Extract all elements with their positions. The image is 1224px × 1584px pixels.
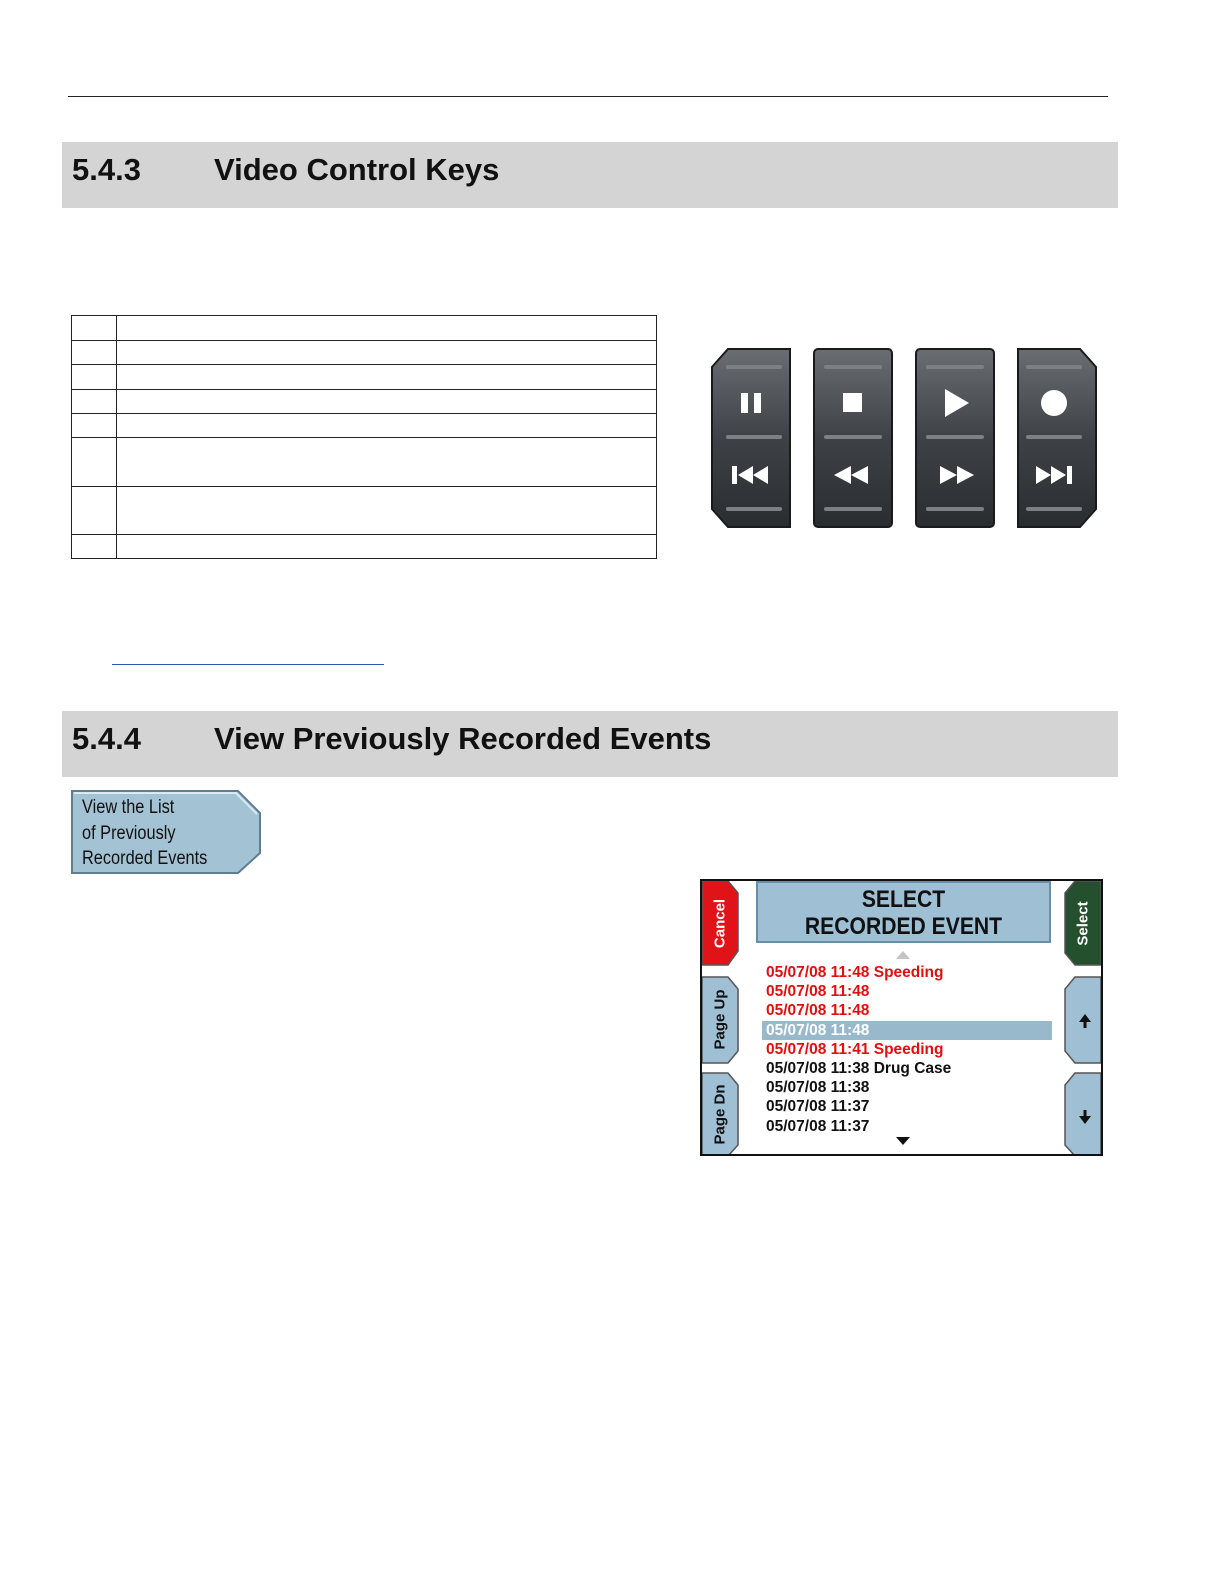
event-list: [762, 963, 1052, 1136]
hyperlink-underline[interactable]: [112, 664, 384, 665]
scroll-down-button[interactable]: [1065, 1073, 1101, 1156]
table-row: [72, 414, 657, 438]
event-list-item[interactable]: 05/07/08 11:48: [766, 983, 870, 1001]
event-list-item[interactable]: 05/07/08 11:38: [766, 1079, 870, 1097]
event-list-item[interactable]: 05/07/08 11:37: [766, 1098, 870, 1116]
view-button-line: View the List: [82, 797, 175, 818]
table-row: [72, 316, 657, 341]
view-recorded-events-button[interactable]: [70, 789, 262, 875]
video-key-record-skip-forward[interactable]: [1016, 347, 1098, 529]
header-rule: [68, 96, 1108, 97]
screen-title: [756, 881, 1051, 943]
event-list-item[interactable]: 05/07/08 11:48 Speeding: [766, 964, 944, 981]
event-list-item[interactable]: 05/07/08 11:41 Speeding: [766, 1040, 944, 1058]
table-row: [72, 341, 657, 365]
section-number: 5.4.3: [72, 152, 141, 187]
scroll-up-indicator-icon: [896, 951, 910, 959]
video-keys-table: [71, 315, 657, 559]
select-button[interactable]: Select: [1074, 901, 1092, 946]
stop-icon: [843, 393, 862, 412]
section-title: View Previously Recorded Events: [214, 721, 712, 756]
video-key-play-fast-forward[interactable]: [914, 347, 996, 529]
section-number: 5.4.4: [72, 721, 141, 756]
table-row: [72, 390, 657, 414]
table-row: [72, 487, 657, 535]
table-row: [72, 438, 657, 487]
event-list-item[interactable]: 05/07/08 11:48: [762, 1021, 1052, 1040]
page-dn-button[interactable]: Page Dn: [711, 1084, 729, 1145]
page-up-button[interactable]: Page Up: [711, 989, 729, 1050]
table-row: [72, 535, 657, 559]
section-heading-5-4-3: [62, 142, 1118, 208]
video-key-pause-skip-back[interactable]: [710, 347, 792, 529]
video-key-stop-rewind[interactable]: [812, 347, 894, 529]
view-button-line: of Previously: [82, 822, 176, 844]
table-row: [72, 365, 657, 390]
event-list-item[interactable]: 05/07/08 11:48: [766, 1002, 870, 1020]
section-title: Video Control Keys: [214, 152, 500, 187]
event-list-item[interactable]: 05/07/08 11:38 Drug Case: [766, 1059, 952, 1077]
cancel-button[interactable]: Cancel: [711, 898, 729, 949]
event-list-item[interactable]: 05/07/08 11:37: [766, 1117, 870, 1135]
view-button-line: Recorded Events: [82, 848, 208, 869]
screen-title-line: SELECT: [861, 886, 946, 913]
section-heading-5-4-4: [62, 711, 1118, 777]
select-recorded-event-screen: [700, 879, 1103, 1156]
record-icon: [1041, 390, 1067, 416]
scroll-down-indicator-icon: [896, 1137, 910, 1145]
screen-title-line: RECORDED EVENT: [804, 913, 1003, 940]
